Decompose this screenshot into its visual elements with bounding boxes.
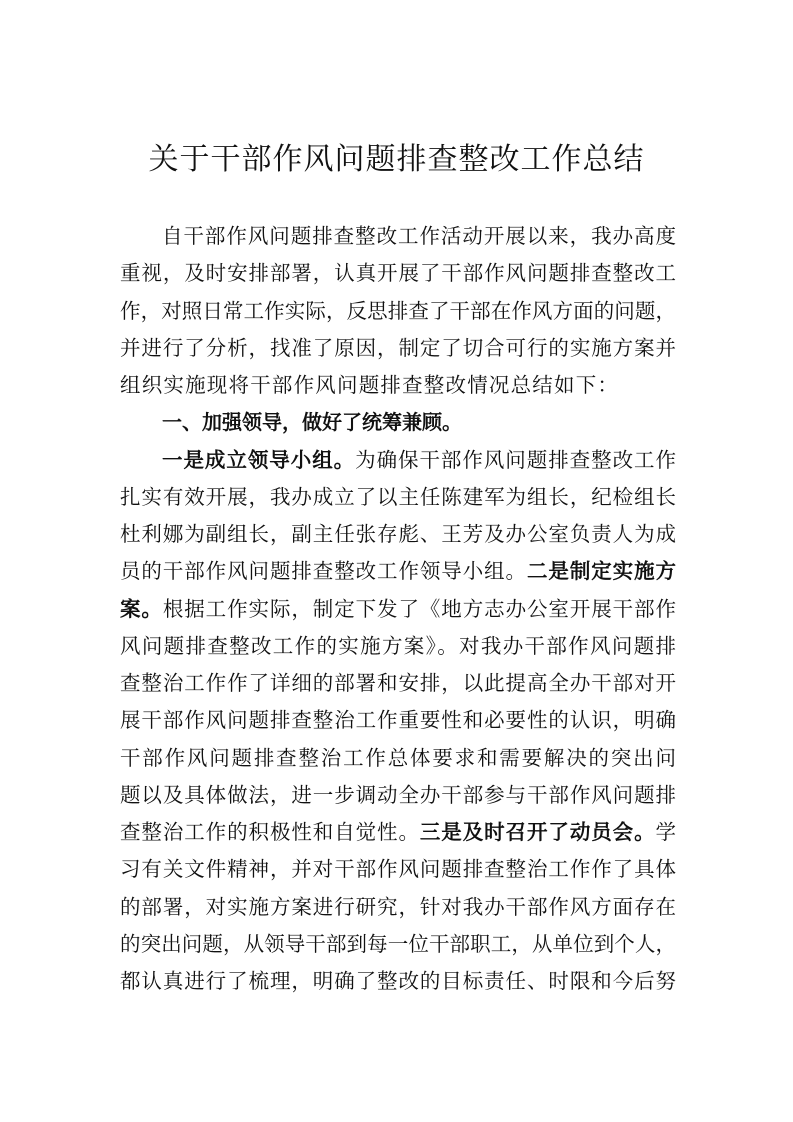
text-line bbox=[120, 814, 676, 851]
text-line bbox=[120, 218, 676, 255]
text-segment: 风问题排查整改工作的实施方案》。对我办干部作风问题排 bbox=[120, 633, 676, 658]
text-segment: 的突出问题，从领导干部到每一位干部职工，从单位到个人， bbox=[120, 931, 676, 956]
text-line bbox=[120, 591, 676, 628]
text-segment: 题以及具体做法，进一步调动全办干部参与干部作风问题排 bbox=[120, 782, 676, 807]
section-heading bbox=[120, 404, 676, 441]
text-line bbox=[120, 702, 676, 739]
text-segment: 杜利娜为副组长，副主任张存彪、王芳及办公室负责人为成 bbox=[120, 522, 676, 546]
text-line bbox=[120, 516, 676, 553]
text-segment: 根据工作实际，制定下发了《地方志办公室开展干部作 bbox=[162, 596, 677, 621]
text-line bbox=[120, 851, 676, 888]
text-line bbox=[120, 889, 676, 926]
text-line bbox=[120, 628, 676, 665]
text-segment: 作，对照日常工作实际，反思排查了干部在作风方面的问题， bbox=[120, 298, 676, 323]
text-line bbox=[120, 479, 676, 516]
text-line bbox=[120, 255, 676, 292]
text-segment: 自干部作风问题排查整改工作活动开展以来，我办高度 bbox=[162, 224, 676, 248]
text-line bbox=[120, 777, 676, 814]
text-segment: 的部署，对实施方案进行研究，针对我办干部作风方面存在 bbox=[120, 894, 676, 919]
bold-phrase: 二是制定实施方 bbox=[526, 559, 677, 584]
text-segment: 重视，及时安排部署，认真开展了干部作风问题排查整改工 bbox=[120, 261, 676, 286]
text-line bbox=[120, 330, 676, 367]
text-segment: 展干部作风问题排查整治工作重要性和必要性的认识，明确 bbox=[120, 708, 676, 733]
text-line bbox=[120, 665, 676, 702]
bold-phrase: 三是及时召开了动员会。 bbox=[419, 820, 656, 844]
text-segment: 一、加强领导，做好了统筹兼顾。 bbox=[162, 410, 462, 435]
text-segment: 并进行了分析，找准了原因，制定了切合可行的实施方案并 bbox=[120, 335, 676, 360]
text-line bbox=[120, 926, 676, 963]
text-segment: 查整治工作的积极性和自觉性。 bbox=[120, 820, 420, 844]
text-segment: 习有关文件精神，并对干部作风问题排查整治工作作了具体 bbox=[120, 857, 676, 882]
text-segment: 扎实有效开展，我办成立了以主任陈建军为组长，纪检组长 bbox=[120, 484, 676, 509]
document-body bbox=[120, 218, 676, 1000]
text-line bbox=[120, 293, 676, 330]
text-segment: 为确保干部作风问题排查整改工作 bbox=[355, 447, 676, 472]
bold-phrase: 案。 bbox=[120, 596, 163, 621]
bold-phrase: 一是成立领导小组。 bbox=[162, 447, 356, 472]
text-segment: 查整治工作作了详细的部署和安排，以此提高全办干部对开 bbox=[120, 671, 676, 695]
text-line bbox=[120, 740, 676, 777]
text-segment: 干部作风问题排查整治工作总体要求和需要解决的突出问 bbox=[120, 745, 676, 770]
text-segment: 学 bbox=[655, 820, 677, 844]
text-line bbox=[120, 963, 676, 1000]
text-segment: 员的干部作风问题排查整改工作领导小组。 bbox=[120, 559, 527, 584]
text-line bbox=[120, 367, 676, 404]
text-line bbox=[120, 442, 676, 479]
text-segment: 组织实施现将干部作风问题排查整改情况总结如下： bbox=[120, 373, 620, 397]
document-title: 关于干部作风问题排查整改工作总结 bbox=[148, 142, 645, 177]
text-segment: 都认真进行了梳理，明确了整改的目标责任、时限和今后努 bbox=[120, 969, 676, 993]
text-line bbox=[120, 553, 676, 590]
